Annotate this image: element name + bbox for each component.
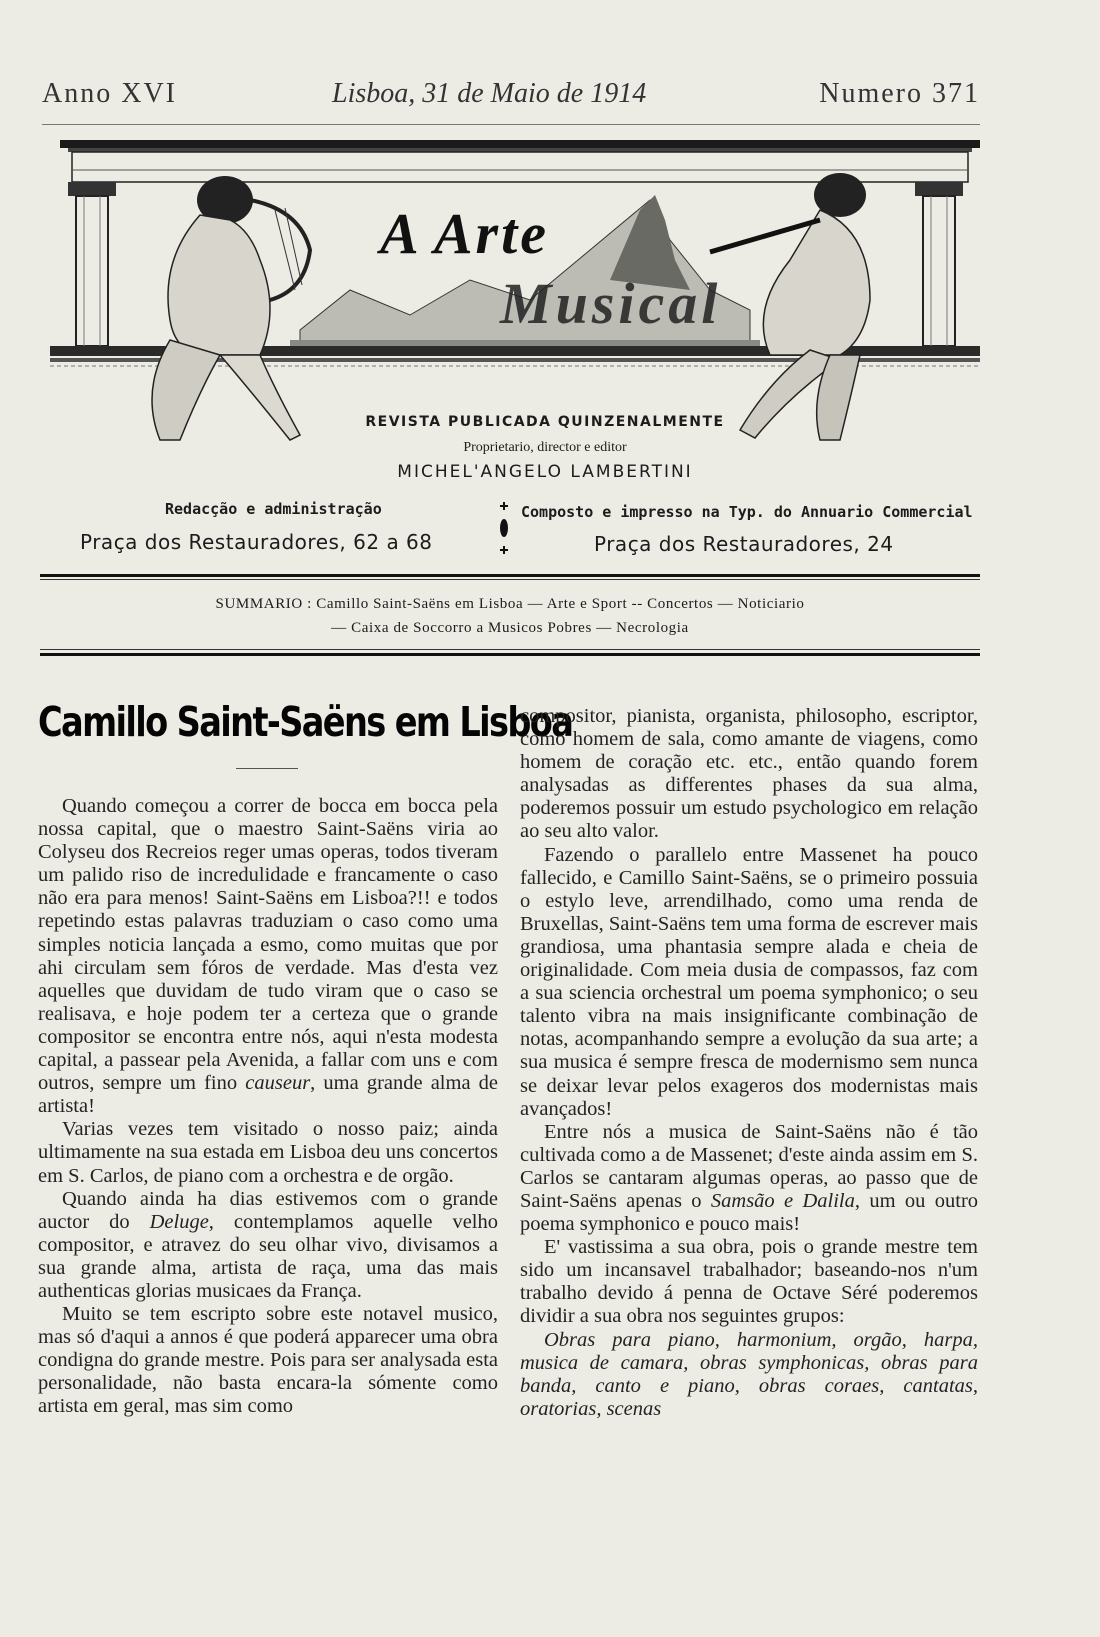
typography-heading: Composto e impresso na Typ. do Annuario Commercial: [521, 503, 973, 521]
paragraph: E' vastissima a sua obra, pois o grande mestre tem sido um incansavel trabalhador; baseando-nos n'um trabalho devido á penna de Octave Séré poderemos dividir a sua obra nos seguintes grupos:: [520, 1236, 978, 1328]
issue-number: Numero 371: [819, 78, 980, 109]
summary-rule-bottom-thin: [40, 649, 980, 650]
paragraph: Quando ainda ha dias estivemos com o grande auctor do Deluge, contemplamos aquelle velho compositor, e atravez do seu olhar vivo, divisamos a sua grande alma, artista de raça, uma das mais authenticas glorias musicaes da França.: [38, 1187, 498, 1302]
editor-name: MICHEL'ANGELO LAMBERTINI: [397, 462, 693, 482]
issue-year: Anno XVI: [42, 78, 177, 109]
summary-rule-top-thin: [40, 579, 980, 580]
masthead-subtitle: Musical: [500, 271, 722, 336]
paragraph: Quando começou a correr de bocca em bocca pela nossa capital, que o maestro Saint-Saëns viria ao Colyseu dos Recreios reger umas operas, todos tiveram um palido riso de incredulidade e francamente o caso não era para menos! Saint-Saëns em Lisboa?!! e todos repetindo estas palavras traduziam o caso como uma simples noticia lançada a esmo, como muitas que por ahi circulam sem fóros de verdade. Mas d'esta vez aquelles que duvidam de tudo viram que o caso se realisava, e hoje podem ter a certeza que o grande compositor se encontra entre nós, aqui n'esta modesta capital, a passear pela Avenida, a fallar com uns e com outros, sempre um fino causeur, uma grande alma de artista!: [38, 795, 499, 1118]
paragraph: Entre nós a musica de Saint-Saëns não é tão cultivada como a de Massenet; d'este ainda assim em S. Carlos se cantaram algumas operas, ao passo que de Saint-Saëns apenas o Samsão e Dalila, um ou outro poema symphonico e pouco mais!: [520, 1120, 979, 1236]
paragraph: compositor, pianista, organista, philosopho, escriptor, como homem de sala, como amante de viagens, como homem de coração etc. etc., então quando forem analysadas as differentes phases da sua alma, poderemos possuir um estudo psychologico em relação ao seu alto valor.: [520, 705, 978, 843]
summary-rule-bottom: [40, 653, 980, 656]
paragraph: Obras para piano, harmonium, orgão, harpa, musica de camara, obras symphonicas, obras para banda, canto e piano, obras coraes, cantatas, oratorias, scenas: [520, 1328, 978, 1420]
summary: [40, 592, 980, 640]
typography-address: Praça dos Restauradores, 24: [594, 532, 894, 556]
title-separator: [236, 768, 298, 769]
masthead: [50, 140, 980, 482]
article-column-left: [38, 795, 498, 1419]
paragraph: Varias vezes tem visitado o nosso paiz; ainda ultimamente na sua estada em Lisboa deu uns concertos em S. Carlos, de piano com a orchestra e de orgão.: [38, 1118, 498, 1187]
masthead-title: A Arte: [380, 201, 549, 266]
issue-header: [42, 78, 980, 118]
redaccao-address: Praça dos Restauradores, 62 a 68: [80, 530, 433, 554]
issue-date: Lisboa, 31 de Maio de 1914: [332, 78, 647, 109]
ornament-divider-icon: [498, 502, 510, 554]
proprietor-caption: Proprietario, director e editor: [463, 440, 627, 455]
header-rule: [42, 124, 980, 125]
redaccao-heading: Redacção e administração: [165, 500, 382, 518]
summary-rule-top: [40, 574, 980, 577]
article-title: Camillo Saint-Saëns em Lisboa: [38, 698, 573, 746]
summary-line-2: — Caixa de Soccorro a Musicos Pobres — Necrologia: [331, 620, 689, 636]
paragraph: Muito se tem escripto sobre este notavel musico, mas só d'aqui a annos é que poderá apparecer uma obra condigna do grande mestre. Pois para ser analysada esta personalidade, não basta encara-la sómente como artista em geral, mas sim como: [38, 1303, 498, 1418]
publication-frequency: REVISTA PUBLICADA QUINZENALMENTE: [365, 414, 725, 430]
article-column-right: [520, 705, 978, 1421]
paragraph: Fazendo o parallelo entre Massenet ha pouco fallecido, e Camillo Saint-Saëns, se o primeiro possuia o estylo leve, arrendilhado, como uma renda de Bruxellas, Saint-Saëns tem uma forma de escrever mais grandiosa, uma phantasia sempre alada e cheia de originalidade. Com meia dusia de compassos, faz com a sua sciencia orchestral um poema symphonico; o seu talento vibra na mais insignificante combinação de notas, acompanhando sempre a evolução da sua arte; a sua musica é sempre fresca de modernismo sem nunca se deixar levar pelos exageros dos modernistas mais avançados!: [520, 843, 978, 1120]
summary-line-1: SUMMARIO : Camillo Saint-Saëns em Lisboa — Arte e Sport -- Concertos — Noticiario: [215, 596, 805, 612]
